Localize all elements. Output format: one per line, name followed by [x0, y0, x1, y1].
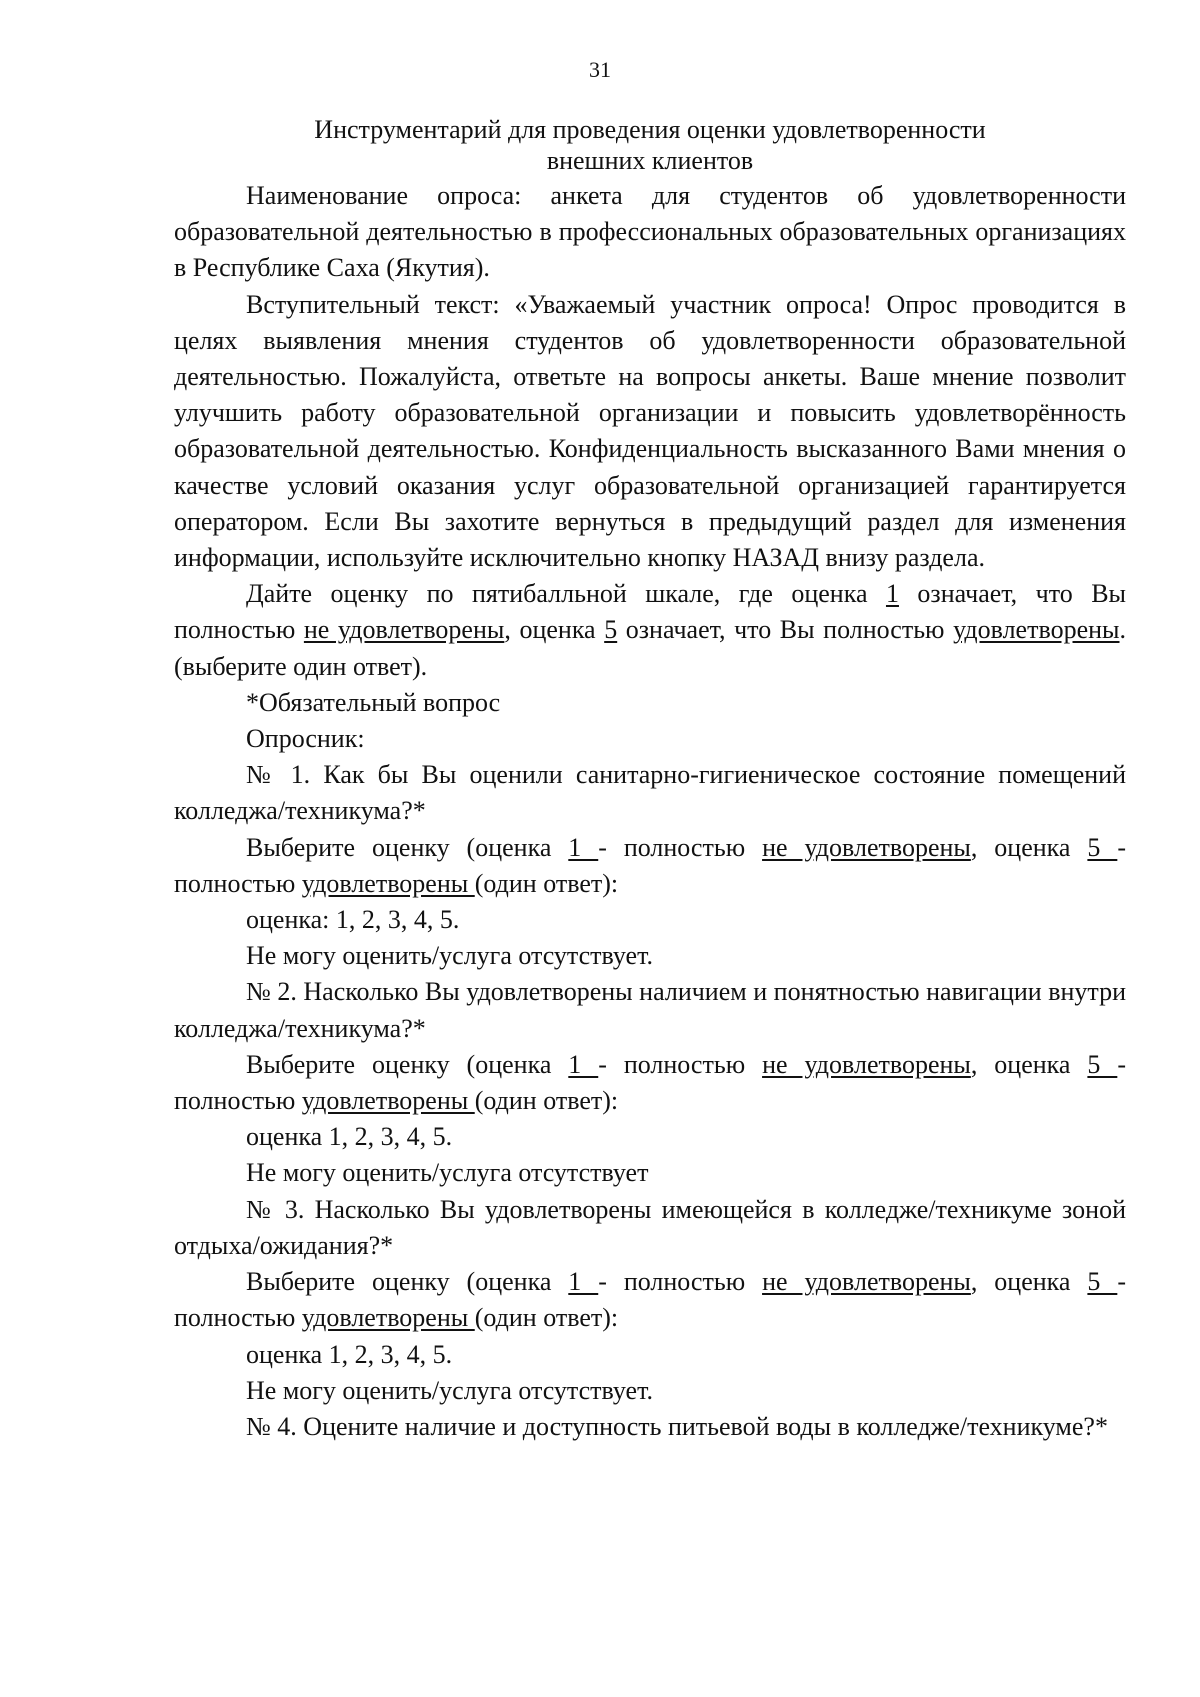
q2-choose-u4: удовлетворены [301, 1086, 475, 1116]
question-3-instructions [174, 1264, 1126, 1336]
q1-choose-t4: - полностью [174, 832, 1126, 898]
q2-choose-t3: , оценка [970, 1049, 1088, 1079]
q1-choose-t5: (один ответ): [474, 868, 619, 898]
q2-choose-u3: 5 [1087, 1049, 1118, 1079]
scale-text-4: означает, что Вы полностью [617, 615, 954, 645]
q1-choose-u1: 1 [568, 832, 599, 862]
document-body [174, 178, 1126, 1445]
q1-choose-u3: 5 [1087, 832, 1118, 862]
scale-text-2: означает, что Вы полностью [174, 579, 1127, 645]
scale-text-3: , оценка [504, 615, 605, 645]
question-2-instructions [174, 1047, 1126, 1119]
q2-choose-u1: 1 [568, 1049, 599, 1079]
q2-choose-t2: - полностью [598, 1049, 763, 1079]
q3-choose-u4: удовлетворены [301, 1303, 475, 1333]
scale-paragraph [174, 576, 1126, 685]
q2-choose-t5: (один ответ): [474, 1086, 619, 1116]
question-1-text: № 1. Как бы Вы оценили санитарно-гигиеническое состояние помещений колледжа/техникума?* [174, 760, 1126, 826]
q1-choose-u2: не удовлетворены [762, 832, 971, 862]
q1-choose-t2: - полностью [598, 832, 763, 862]
q3-choose-t4: - полностью [174, 1267, 1126, 1333]
question-4-text: № 4. Оцените наличие и доступность питьевой воды в колледже/техникуме?* [246, 1411, 1108, 1441]
q2-choose-u2: не удовлетворены [762, 1049, 971, 1079]
q2-choose-t4: - полностью [174, 1049, 1126, 1116]
question-2-grades: оценка 1, 2, 3, 4, 5. [246, 1122, 453, 1152]
q3-choose-u2: не удовлетворены [762, 1267, 971, 1297]
intro-paragraph: Вступительный текст: «Уважаемый участник опроса! Опрос проводится в целях выявления мнения студентов об удовлетворенности образовательной деятельностью. Пожалуйста, ответьте на вопросы анкеты. Ваше мнение позволит улучшить работу образовательной организации и повысить удовлетворённость образовательной деятельностью. Конфиденциальность высказанного Вами мнения о качестве условий оказания услуг образовательной организацией гарантируется оператором. Если Вы захотите вернуться в предыдущий раздел для изменения информации, используйте исключительно кнопку НАЗАД внизу раздела. [174, 289, 1126, 573]
question-2-na: Не могу оценить/услуга отсутствует [246, 1158, 649, 1188]
q1-choose-t3: , оценка [970, 832, 1088, 862]
title-line-2: внешних клиентов [546, 146, 754, 175]
question-3-na: Не могу оценить/услуга отсутствует. [246, 1375, 653, 1405]
scale-underline-1: 1 [885, 579, 899, 609]
q3-choose-t5: (один ответ): [474, 1303, 619, 1333]
q2-choose-t1: Выберите оценку (оценка [246, 1049, 569, 1079]
q3-choose-u3: 5 [1087, 1267, 1118, 1297]
title-line-1: Инструментарий для проведения оценки удовлетворенности [314, 115, 986, 144]
q3-choose-t2: - полностью [598, 1267, 763, 1297]
q3-choose-u1: 1 [568, 1267, 599, 1297]
document-title [174, 114, 1126, 176]
q3-choose-t3: , оценка [970, 1267, 1088, 1297]
scale-underline-3: 5 [604, 615, 618, 645]
question-1-na: Не могу оценить/услуга отсутствует. [246, 941, 653, 971]
question-1-instructions [174, 830, 1126, 902]
scale-text-5: . (выберите один ответ). [174, 615, 1126, 681]
question-1-grades: оценка: 1, 2, 3, 4, 5. [246, 905, 460, 935]
q1-choose-u4: удовлетворены [301, 868, 475, 898]
q1-choose-t1: Выберите оценку (оценка [246, 832, 569, 862]
question-2-text: № 2. Насколько Вы удовлетворены наличием и понятностью навигации внутри колледжа/техникума?* [174, 977, 1126, 1043]
question-3-text: № 3. Насколько Вы удовлетворены имеющейся в колледже/техникуме зоной отдыха/ожидания?* [174, 1194, 1126, 1260]
page-number: 31 [589, 57, 611, 82]
scale-underline-2: не удовлетворены [303, 615, 505, 645]
required-note: *Обязательный вопрос [246, 687, 501, 717]
q3-choose-t1: Выберите оценку (оценка [246, 1267, 569, 1297]
questionnaire-label: Опросник: [246, 724, 365, 754]
survey-name-paragraph: Наименование опроса: анкета для студентов об удовлетворенности образовательной деятельностью в профессиональных образовательных организациях в Республике Саха (Якутия). [174, 181, 1126, 283]
scale-underline-4: удовлетворены [953, 615, 1120, 645]
scale-text-1: Дайте оценку по пятибалльной шкале, где оценка [246, 579, 886, 609]
question-3-grades: оценка 1, 2, 3, 4, 5. [246, 1339, 453, 1369]
